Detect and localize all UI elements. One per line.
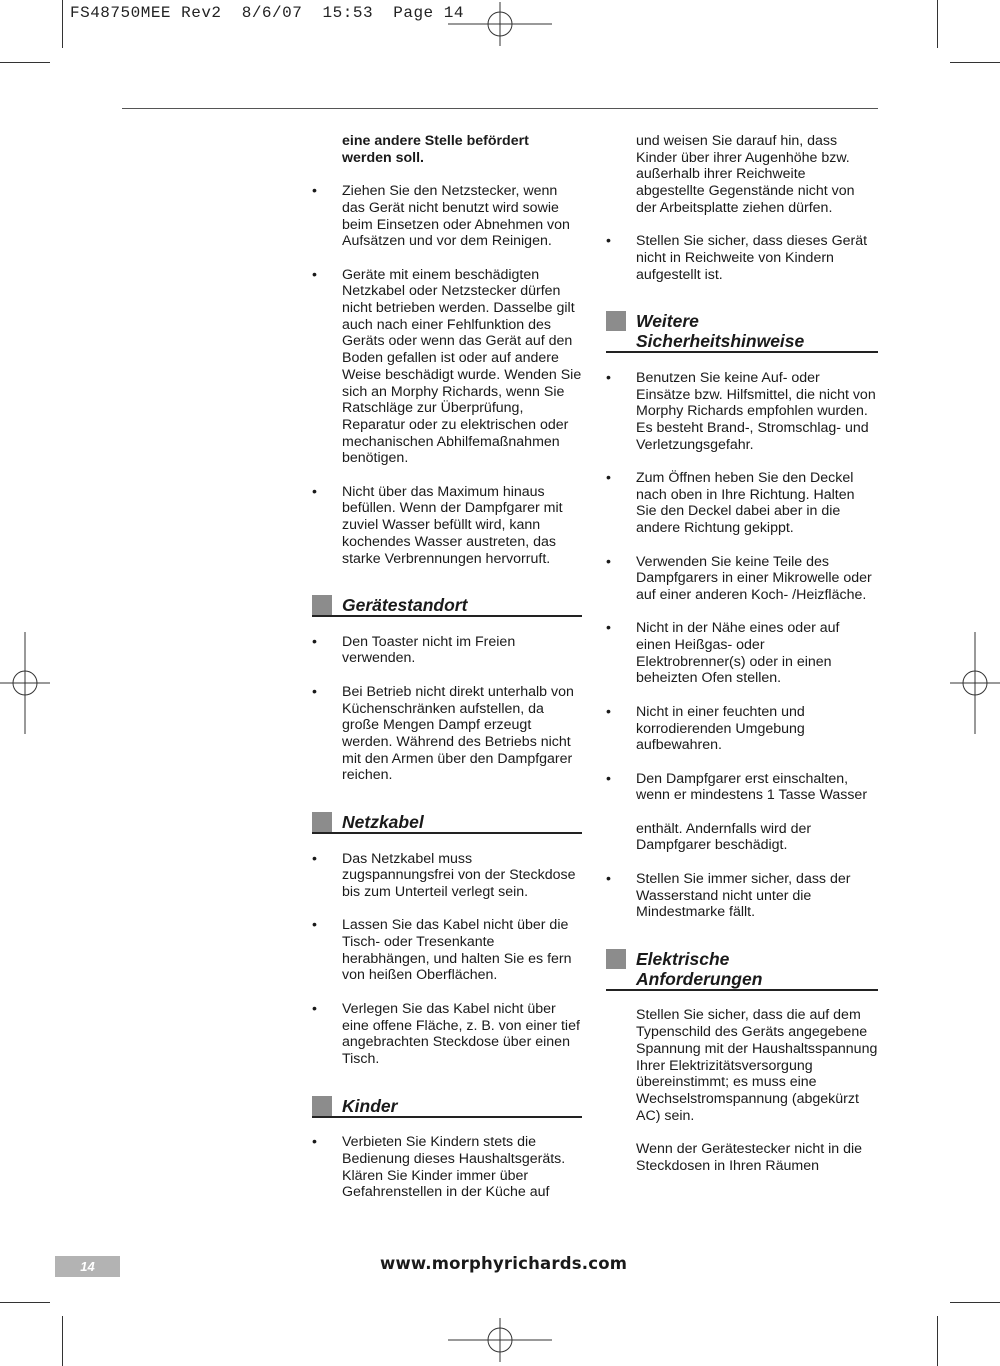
list-item [606, 233, 878, 283]
list-item [312, 684, 582, 784]
bullet: • [312, 1134, 317, 1151]
list-item [606, 871, 878, 921]
list-item [606, 470, 878, 537]
top-rule [122, 108, 878, 109]
page-number-badge: 14 [55, 1256, 120, 1277]
right-column [606, 133, 878, 1191]
section-title-line1: Elektrische [636, 948, 730, 969]
section-heading-weitere-sicherheitshinweise [606, 311, 878, 353]
bullet: • [606, 703, 611, 720]
registration-mark-right [950, 632, 1000, 734]
list-item-text: Stellen Sie sicher, dass dieses Gerät nicht in Reichweite von Kindern aufgestellt ist. [636, 233, 868, 283]
list-item-text: Den Dampfgarer erst einschalten, wenn er mindestens 1 Tasse Wasser [636, 770, 868, 804]
list-item [312, 1134, 582, 1201]
paragraph: Stellen Sie sicher, dass die auf dem Typenschild des Geräts angegebene Spannung mit der Haushaltsspannung Ihrer Elektrizitätsversorgung übereinstimmt; es muss eine Wechselstromspannung (abgekürzt AC) sein. [636, 1007, 878, 1124]
list-item-text: Nicht in einer feuchten und korrodierenden Umgebung aufbewahren. [636, 703, 805, 754]
bullet: • [312, 917, 317, 934]
bullet: • [606, 553, 611, 570]
list-item-text: Verbieten Sie Kindern stets die Bedienung dieses Haushaltsgeräts. Klären Sie Kinder immer über Gefahrenstellen in der Küche auf [342, 1134, 566, 1201]
list-item-text: Lassen Sie das Kabel nicht über die Tisch- oder Tresenkante herabhängen, und halten Sie es fern von heißen Oberflächen. [342, 917, 572, 984]
right-intro: und weisen Sie darauf hin, dass Kinder über ihrer Augenhöhe bzw. außerhalb ihrer Reichweite abgestellte Gegenstände nicht von der Arbeitsplatte ziehen dürfen. [636, 133, 855, 216]
list-item-text: Verwenden Sie keine Teile des Dampfgarers in einer Mikrowelle oder auf einer anderen Koch- /Heizfläche. [636, 553, 872, 603]
registration-mark-top [448, 2, 552, 46]
crop-mark-tl-h [0, 62, 50, 63]
left-column [312, 133, 582, 1218]
section-heading-netzkabel [312, 812, 582, 834]
section-heading-elektrische-anforderungen [606, 949, 878, 991]
list-item [312, 917, 582, 984]
bullet: • [606, 233, 611, 250]
crop-mark-tr-h [950, 62, 1000, 63]
section-title: Gerätestandort [342, 595, 468, 616]
list-item [606, 620, 878, 687]
list-item-text: Ziehen Sie den Netzstecker, wenn das Gerät nicht benutzt wird sowie beim Einsetzen oder Abnehmen von Aufsätzen und vor dem Reinigen. [342, 183, 570, 250]
list-item-text: Stellen Sie immer sicher, dass der Wasserstand nicht unter die Mindestmarke fällt. [636, 870, 851, 921]
list-item [312, 634, 582, 667]
bullet: • [312, 483, 317, 500]
section-title: Netzkabel [342, 812, 424, 833]
footer-website-url: www.morphyrichards.com [380, 1254, 628, 1273]
section-heading-kinder [312, 1096, 582, 1118]
crop-mark-br-h [950, 1302, 1000, 1303]
list-item [606, 554, 878, 604]
list-item [606, 771, 878, 804]
list-item [606, 704, 878, 754]
list-item-continuation: enthält. Andernfalls wird der Dampfgarer beschädigt. [636, 820, 812, 854]
bullet: • [606, 770, 611, 787]
heading-marker [312, 812, 332, 832]
list-item-text: Verlegen Sie das Kabel nicht über eine offene Fläche, z. B. von einer tief angebrachten Steckdose über einen Tisch. [342, 1000, 580, 1067]
section-title-line1: Weitere [636, 311, 699, 332]
crop-mark-bl-v [62, 1316, 63, 1366]
list-item [312, 183, 582, 250]
list-item [312, 267, 582, 467]
bullet: • [312, 850, 317, 867]
bullet: • [606, 470, 611, 487]
list-item-text: Den Toaster nicht im Freien verwenden. [342, 633, 516, 667]
heading-marker [312, 595, 332, 615]
bullet: • [606, 369, 611, 386]
list-item [312, 851, 582, 901]
bullet: • [312, 183, 317, 200]
heading-marker [606, 311, 626, 331]
heading-marker [606, 949, 626, 969]
print-slug: FS48750MEE Rev2 8/6/07 15:53 Page 14 [70, 4, 464, 22]
left-intro: eine andere Stelle befördert werden soll. [342, 133, 529, 166]
crop-mark-tr-v [937, 0, 938, 48]
section-title-line2: Anforderungen [636, 968, 763, 989]
list-item-text: Nicht über das Maximum hinaus befüllen. Wenn der Dampfgarer mit zuviel Wasser befüllt wird, kann kochendes Wasser austreten, das starke Verbrennungen hervorruft. [342, 483, 563, 567]
bullet: • [312, 266, 317, 283]
registration-mark-bottom [448, 1318, 552, 1362]
bullet: • [312, 1000, 317, 1017]
list-item-text: Benutzen Sie keine Auf- oder Einsätze bzw. Hilfsmittel, die nicht von Morphy Richards empfohlen wurden. Es besteht Brand-, Stromschlag- und Verletzungsgefahr. [636, 369, 876, 453]
section-title: Kinder [342, 1095, 398, 1116]
crop-mark-tl-v [62, 0, 63, 48]
bullet: • [312, 683, 317, 700]
list-item [606, 370, 878, 454]
list-item-text: Geräte mit einem beschädigten Netzkabel oder Netzstecker dürfen nicht betrieben werden. Dasselbe gilt auch nach einer Fehlfunktion des Geräts oder wenn das Gerät auf den Boden gefallen ist oder auf andere Weise beschädigt wurde. Wenden Sie sich an Morphy Richards, wenn Sie Ratschläge zur Überprüfung, Reparatur oder zu elektrischen oder mechanischen Abhilfemaßnahmen benötigen. [342, 266, 582, 467]
list-item-text: Nicht in der Nähe eines oder auf einen Heißgas- oder Elektrobrenner(s) oder in einen beheizten Ofen stellen. [636, 620, 840, 687]
heading-marker [312, 1096, 332, 1116]
section-title-line2: Sicherheitshinweise [636, 331, 805, 352]
crop-mark-br-v [937, 1316, 938, 1366]
bullet: • [606, 620, 611, 637]
paragraph: Wenn der Gerätestecker nicht in die Steckdosen in Ihren Räumen [636, 1141, 863, 1174]
bullet: • [312, 633, 317, 650]
section-heading-geraetestandort [312, 595, 582, 617]
list-item-text: Bei Betrieb nicht direkt unterhalb von Küchenschränken aufstellen, da große Mengen Dampf erzeugt werden. Während des Betriebs nicht mit den Armen über den Dampfgarer reichen. [342, 683, 574, 784]
list-item [312, 1001, 582, 1068]
bullet: • [606, 870, 611, 887]
list-item-text: Das Netzkabel muss zugspannungsfrei von der Steckdose bis zum Unterteil verlegt sein. [342, 850, 576, 900]
registration-mark-left [0, 632, 50, 734]
list-item [312, 484, 582, 568]
crop-mark-bl-h [0, 1302, 50, 1303]
list-item-text: Zum Öffnen heben Sie den Deckel nach oben in Ihre Richtung. Halten Sie den Deckel dabei aber in die andere Richtung gekippt. [636, 470, 855, 537]
